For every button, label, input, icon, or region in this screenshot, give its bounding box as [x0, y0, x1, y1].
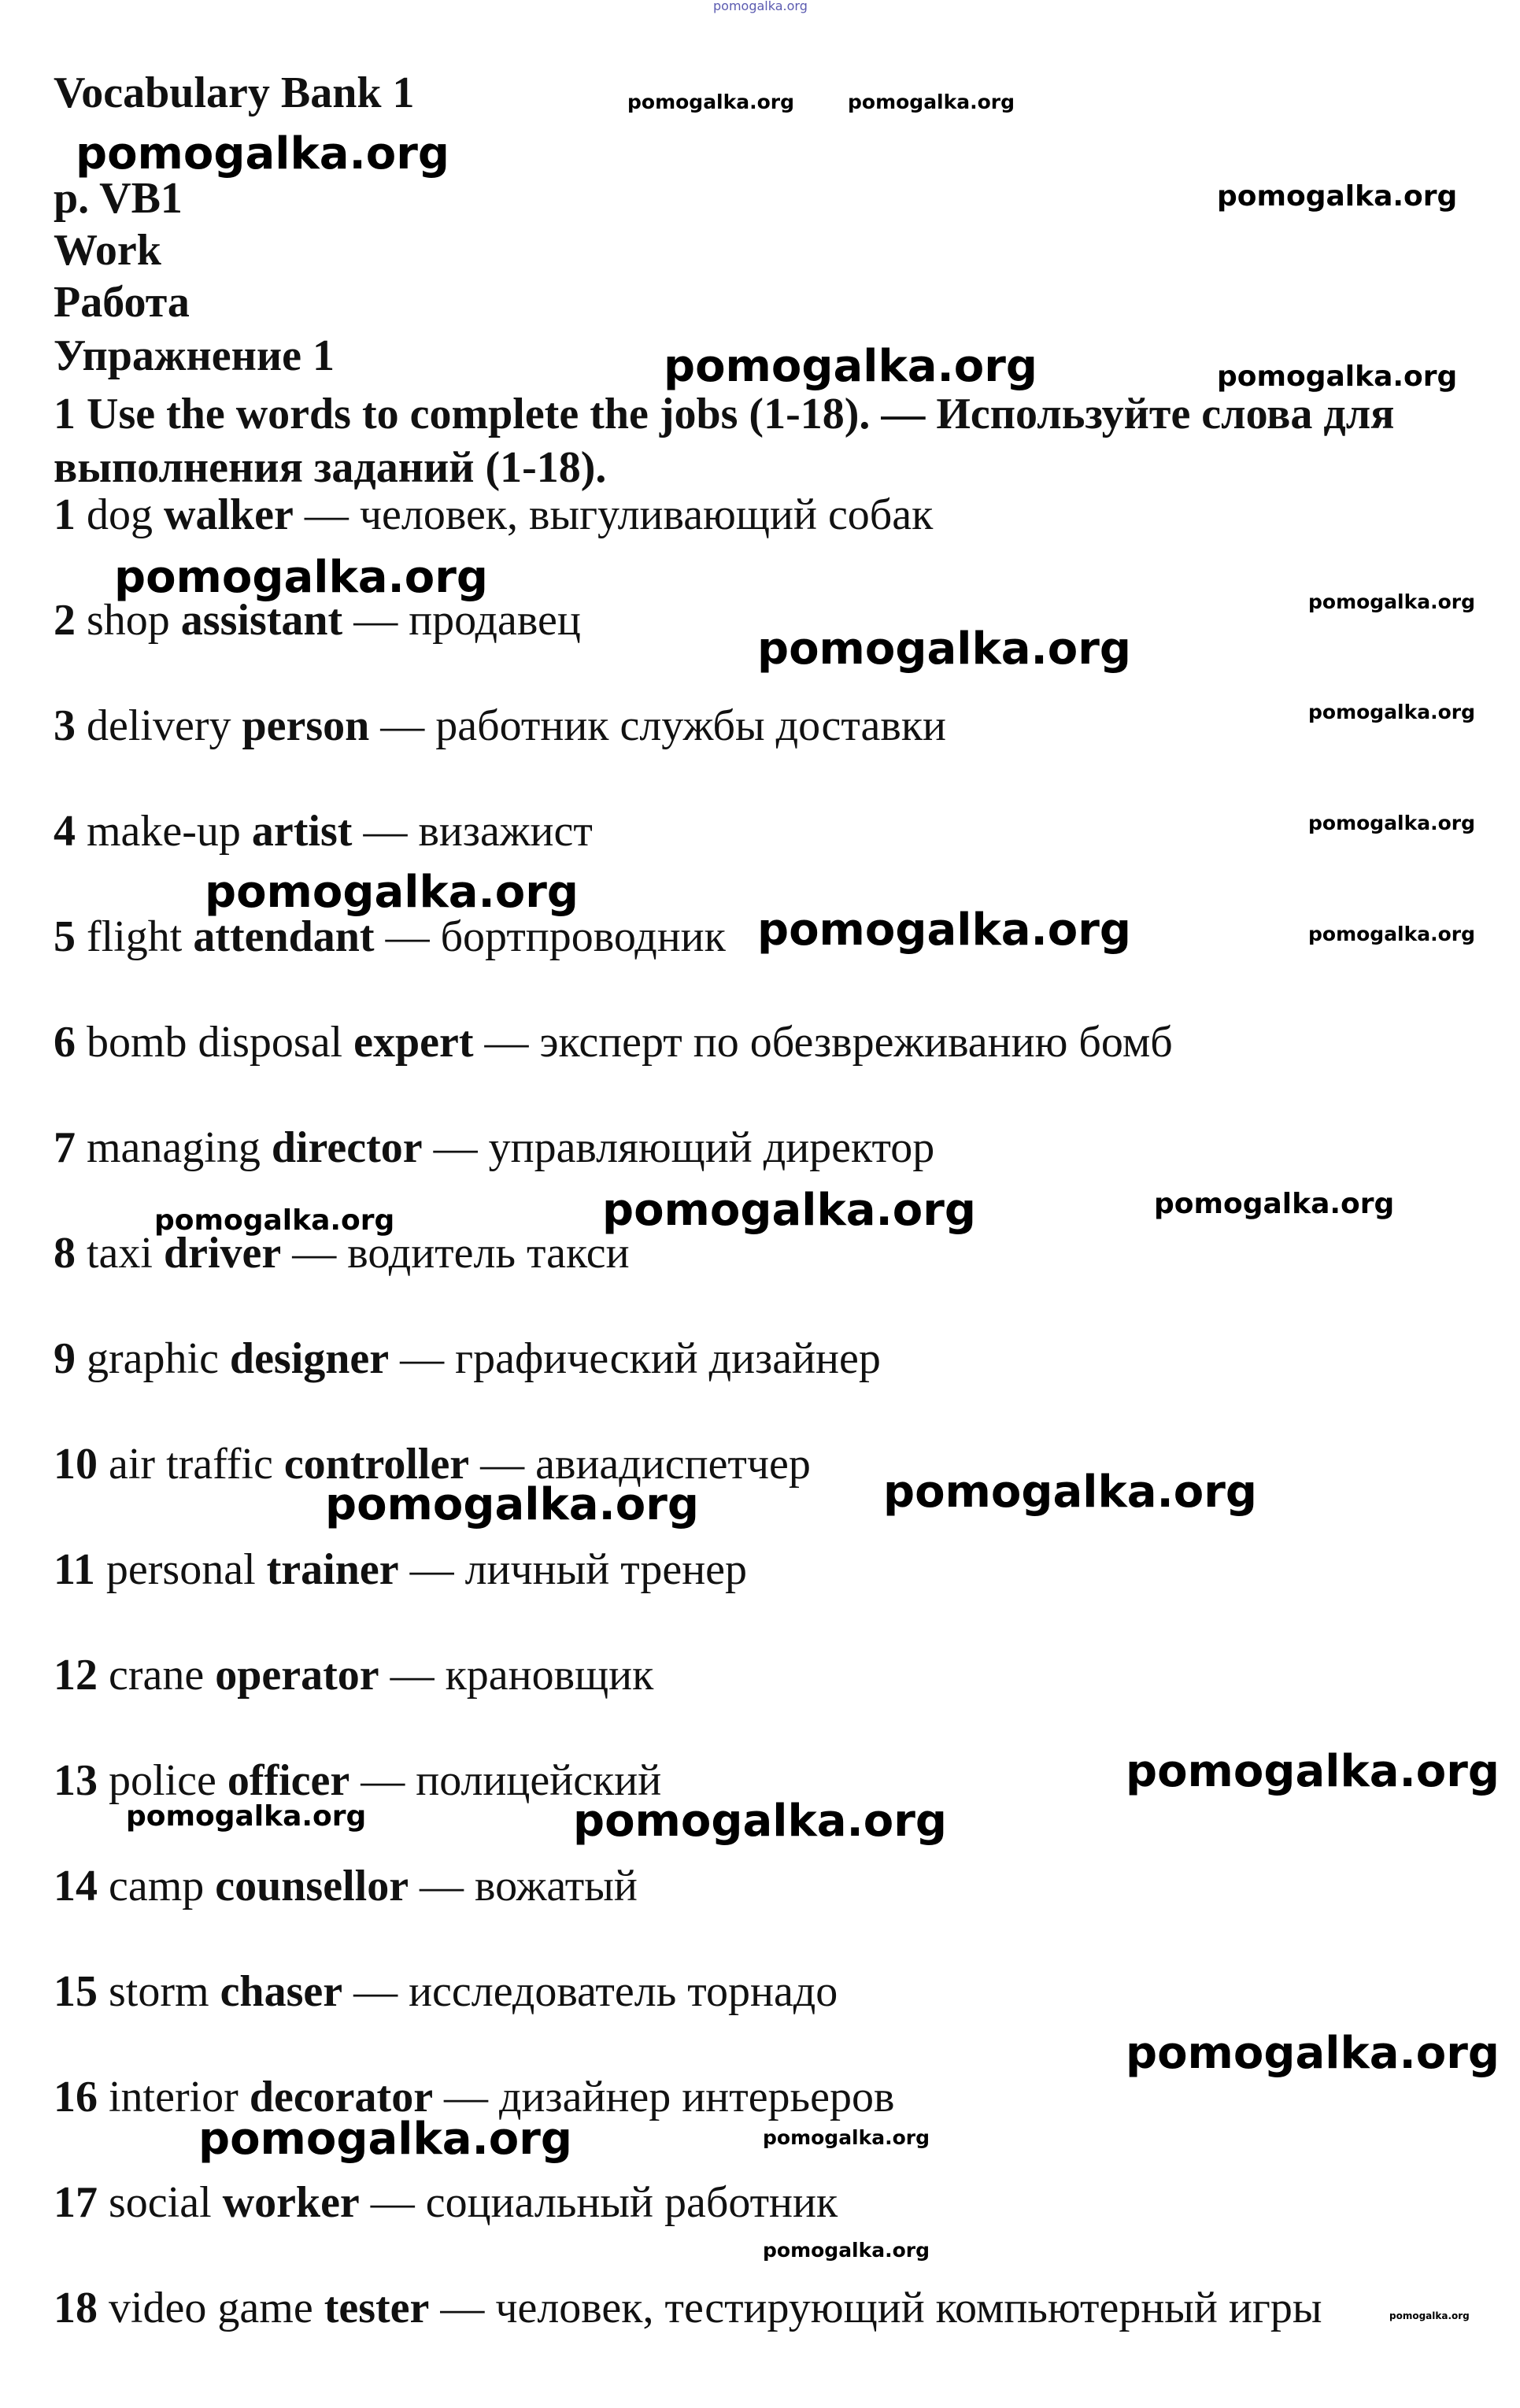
watermark: pomogalka.org [883, 1467, 1257, 1518]
entry-word: walker [164, 490, 294, 539]
entry-prefix: social [109, 2178, 212, 2227]
exercise-heading: Упражнение 1 [54, 331, 335, 380]
vocab-entry [54, 1335, 881, 1384]
vocab-entry [54, 1968, 838, 2017]
topic-english: Work [54, 226, 161, 275]
vocab-entry [54, 491, 933, 540]
vocab-entry [54, 1230, 630, 1278]
entry-number: 14 [54, 1862, 98, 1910]
watermark: pomogalka.org [1217, 361, 1458, 393]
vocab-entry [54, 808, 593, 856]
vocab-entry [54, 2179, 838, 2228]
watermark: pomogalka.org [1154, 1188, 1395, 1220]
entry-number: 6 [54, 1018, 76, 1067]
entry-translation: — авиадиспетчер [480, 1440, 811, 1489]
watermark: pomogalka.org [713, 0, 808, 13]
entry-translation: — визажист [363, 807, 593, 856]
watermark: pomogalka.org [1217, 180, 1458, 213]
watermark: pomogalka.org [664, 341, 1037, 392]
watermark: pomogalka.org [1308, 590, 1476, 613]
entry-translation: — продавец [353, 596, 581, 645]
entry-prefix: interior [109, 2073, 239, 2121]
entry-translation: — крановщик [390, 1651, 654, 1700]
vocab-entry [54, 597, 581, 645]
entry-word: controller [283, 1440, 470, 1489]
watermark: pomogalka.org [205, 867, 579, 918]
entry-word: artist [251, 807, 353, 856]
entry-prefix: graphic [87, 1334, 219, 1383]
entry-word: trainer [266, 1545, 399, 1594]
watermark: pomogalka.org [114, 552, 488, 603]
entry-number: 4 [54, 807, 76, 856]
entry-translation: — социальный работник [370, 2178, 838, 2227]
entry-number: 12 [54, 1651, 98, 1700]
vocab-entry [54, 1019, 1173, 1067]
entry-translation: — графический дизайнер [400, 1334, 881, 1383]
entry-word: worker [222, 2178, 360, 2227]
watermark: pomogalka.org [1389, 2310, 1470, 2321]
watermark: pomogalka.org [126, 1800, 367, 1833]
entry-word: person [242, 701, 370, 750]
entry-prefix: delivery [87, 701, 231, 750]
entry-prefix: camp [109, 1862, 205, 1910]
watermark: pomogalka.org [1308, 701, 1476, 723]
entry-prefix: crane [109, 1651, 205, 1700]
vocab-entry [54, 1862, 638, 1911]
entry-prefix: make-up [87, 807, 241, 856]
page-title: Vocabulary Bank 1 [54, 68, 415, 117]
watermark: pomogalka.org [573, 1796, 947, 1847]
entry-word: expert [353, 1018, 474, 1067]
watermark: pomogalka.org [1126, 1746, 1500, 1797]
vocab-entry [54, 913, 726, 962]
entry-prefix: air traffic [109, 1440, 273, 1489]
entry-number: 8 [54, 1229, 76, 1278]
vocab-entry [54, 702, 946, 751]
vocab-entry [54, 1757, 661, 1806]
vocab-entry [54, 1546, 747, 1595]
entry-word: designer [229, 1334, 390, 1383]
entry-prefix: managing [87, 1123, 261, 1172]
entry-word: operator [215, 1651, 379, 1700]
entry-translation: — бортпроводник [385, 912, 726, 961]
watermark: pomogalka.org [1308, 812, 1476, 834]
watermark: pomogalka.org [757, 623, 1131, 675]
entry-number: 11 [54, 1545, 95, 1594]
entry-number: 1 [54, 490, 76, 539]
entry-word: chaser [220, 1967, 343, 2016]
entry-number: 17 [54, 2178, 98, 2227]
entry-word: counsellor [215, 1862, 409, 1910]
entry-translation: — дизайнер интерьеров [444, 2073, 895, 2121]
entry-number: 9 [54, 1334, 76, 1383]
watermark: pomogalka.org [154, 1204, 395, 1237]
entry-word: officer [227, 1756, 350, 1805]
entry-number: 3 [54, 701, 76, 750]
entry-number: 7 [54, 1123, 76, 1172]
entry-number: 15 [54, 1967, 98, 2016]
entry-word: attendant [193, 912, 375, 961]
entry-word: decorator [249, 2073, 434, 2121]
entry-number: 2 [54, 596, 76, 645]
watermark: pomogalka.org [627, 91, 795, 113]
entry-number: 5 [54, 912, 76, 961]
watermark: pomogalka.org [76, 128, 449, 179]
watermark: pomogalka.org [198, 2114, 572, 2165]
entry-prefix: police [109, 1756, 216, 1805]
exercise-instruction: 1 Use the words to complete the jobs (1-18). — Используйте слова для выполнения заданий (1-18). [54, 390, 1395, 493]
watermark: pomogalka.org [848, 91, 1015, 113]
entry-prefix: personal [105, 1545, 256, 1594]
vocab-entry [54, 1124, 934, 1173]
entry-translation: — человек, выгуливающий собак [304, 490, 934, 539]
entry-number: 18 [54, 2284, 98, 2332]
entry-prefix: flight [87, 912, 183, 961]
entry-translation: — работник службы доставки [380, 701, 947, 750]
entry-prefix: dog [87, 490, 153, 539]
entry-number: 13 [54, 1756, 98, 1805]
entry-number: 10 [54, 1440, 98, 1489]
watermark: pomogalka.org [602, 1185, 976, 1236]
watermark: pomogalka.org [325, 1479, 699, 1530]
entry-word: tester [324, 2284, 430, 2332]
entry-prefix: video game [109, 2284, 313, 2332]
entry-translation: — полицейский [361, 1756, 662, 1805]
entry-prefix: bomb disposal [87, 1018, 343, 1067]
entry-translation: — водитель такси [292, 1229, 630, 1278]
entry-word: director [271, 1123, 423, 1172]
page-reference: p. VB1 [54, 174, 183, 223]
entry-translation: — управляющий директор [433, 1123, 935, 1172]
watermark: pomogalka.org [757, 904, 1131, 956]
entry-prefix: taxi [87, 1229, 153, 1278]
entry-prefix: shop [87, 596, 170, 645]
vocab-entry [54, 2284, 1322, 2333]
watermark: pomogalka.org [1126, 2028, 1500, 2079]
watermark: pomogalka.org [763, 2126, 930, 2149]
watermark: pomogalka.org [1308, 923, 1476, 945]
topic-russian: Работа [54, 278, 190, 327]
entry-prefix: storm [109, 1967, 209, 2016]
vocab-entry [54, 1652, 653, 1700]
entry-word: assistant [180, 596, 343, 645]
entry-translation: — эксперт по обезвреживанию бомб [484, 1018, 1173, 1067]
entry-translation: — человек, тестирующий компьютерный игры [440, 2284, 1322, 2332]
entry-translation: — вожатый [420, 1862, 638, 1910]
entry-number: 16 [54, 2073, 98, 2121]
entry-translation: — личный тренер [409, 1545, 748, 1594]
entry-translation: — исследователь торнадо [353, 1967, 838, 2016]
watermark: pomogalka.org [763, 2239, 930, 2262]
entry-word: driver [163, 1229, 282, 1278]
